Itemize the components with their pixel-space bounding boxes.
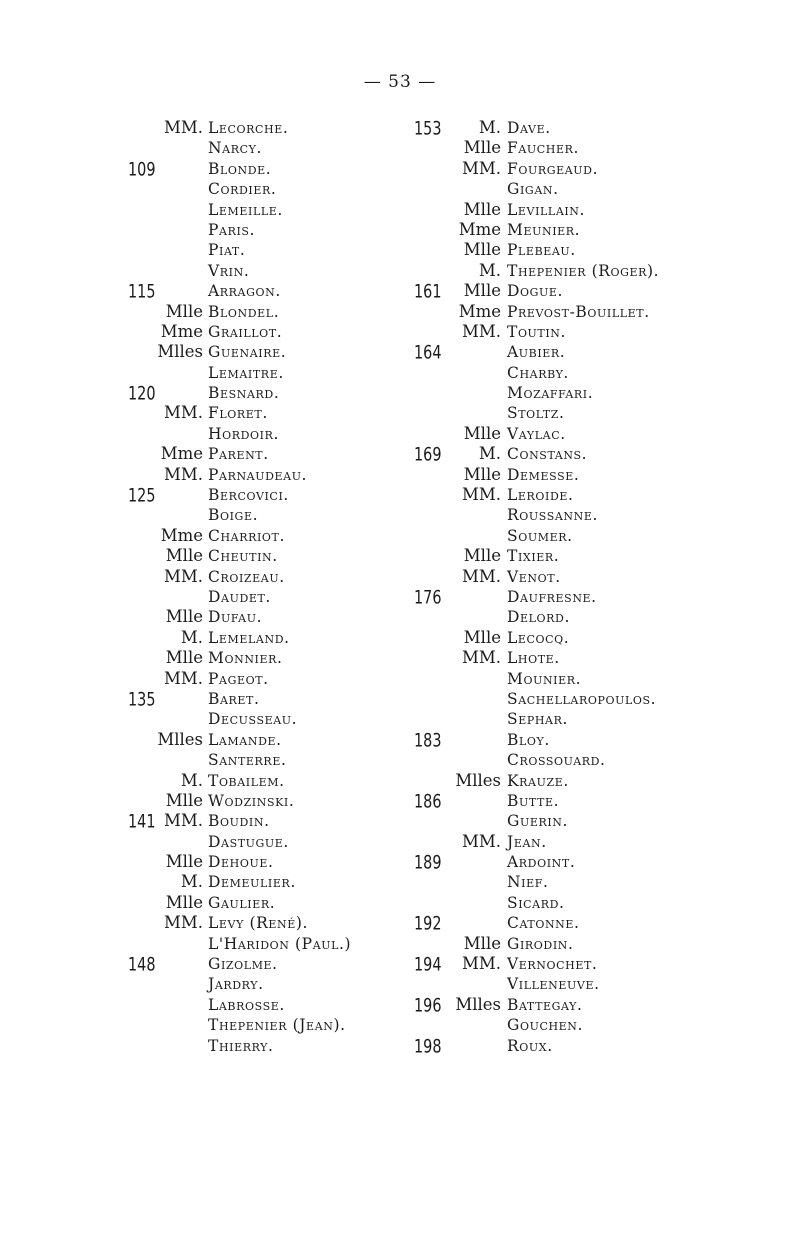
entry-name: Hordoir. — [208, 424, 280, 443]
list-item — [128, 179, 458, 199]
entry-title: MM. — [163, 403, 203, 423]
list-item — [128, 791, 458, 811]
entry-title: Mlle — [165, 790, 203, 810]
list-item — [128, 138, 458, 158]
entry-name: Cheutin. — [208, 547, 278, 566]
list-item — [414, 669, 744, 689]
entry-name: Dufau. — [208, 608, 263, 627]
entry-name: Lecocq. — [507, 628, 570, 647]
entry-title: Mme — [160, 321, 203, 341]
list-item — [414, 403, 744, 423]
entry-name: Jean. — [507, 832, 547, 851]
list-item — [128, 995, 458, 1015]
entry-name: Meunier. — [507, 220, 581, 239]
entry-number: 109 — [128, 158, 156, 181]
list-item — [414, 200, 744, 220]
list-item — [414, 220, 744, 240]
entry-title: MM. — [461, 648, 501, 668]
entry-name: Blonde. — [208, 159, 272, 178]
entry-name: Ardoint. — [507, 853, 576, 872]
entry-title: MM. — [163, 913, 203, 933]
list-item — [414, 505, 744, 525]
entry-name: Narcy. — [208, 139, 262, 158]
list-item — [414, 893, 744, 913]
list-item — [128, 261, 458, 281]
entry-title: MM. — [461, 321, 501, 341]
entry-name: Tixier. — [507, 547, 560, 566]
list-item — [414, 546, 744, 566]
list-item — [414, 465, 744, 485]
list-item — [414, 118, 744, 138]
entry-name: Daudet. — [208, 587, 271, 606]
entry-name: Pageot. — [208, 669, 269, 688]
entry-name: Villeneuve. — [507, 975, 600, 994]
entry-title: Mlle — [463, 464, 501, 484]
list-item — [128, 872, 458, 892]
entry-name: Besnard. — [208, 384, 280, 403]
entry-name: Levillain. — [507, 200, 586, 219]
entry-number: 183 — [414, 729, 442, 752]
entry-title: MM. — [163, 566, 203, 586]
list-item — [414, 607, 744, 627]
entry-name: Dave. — [507, 119, 551, 137]
entry-name: Gizolme. — [208, 955, 278, 974]
list-item — [128, 526, 458, 546]
entry-name: Floret. — [208, 404, 268, 423]
entry-number: 186 — [414, 790, 442, 813]
list-item — [128, 587, 458, 607]
entry-name: Demeulier. — [208, 873, 296, 892]
list-item — [128, 485, 458, 505]
entry-name: Lamande. — [208, 730, 282, 749]
list-item — [414, 648, 744, 668]
entry-title: Mlle — [463, 933, 501, 953]
entry-title: M. — [478, 444, 501, 464]
entry-name: Battegay. — [507, 995, 583, 1014]
entry-name: Demesse. — [507, 465, 580, 484]
entry-title: Mlle — [463, 240, 501, 260]
entry-title: MM. — [461, 954, 501, 974]
entry-name: Levy (René). — [208, 914, 309, 933]
list-item — [128, 852, 458, 872]
list-item — [414, 913, 744, 933]
list-item — [414, 159, 744, 179]
entry-name: Piat. — [208, 241, 246, 260]
entry-name: Krauze. — [507, 771, 569, 790]
list-item — [128, 444, 458, 464]
entry-name: Gigan. — [507, 180, 559, 199]
list-item — [414, 974, 744, 994]
entry-name: Roux. — [507, 1036, 553, 1055]
entry-number: 141 — [128, 810, 156, 833]
list-item — [128, 954, 458, 974]
entry-name: Delord. — [507, 608, 571, 627]
list-item — [414, 1015, 744, 1035]
entry-name: Parnaudeau. — [208, 465, 308, 484]
entry-name: Bercovici. — [208, 486, 289, 505]
entry-title: M. — [180, 627, 203, 647]
entry-title: Mlle — [463, 281, 501, 301]
list-item — [128, 424, 458, 444]
list-item — [414, 750, 744, 770]
entry-name: Dastugue. — [208, 832, 289, 851]
list-item — [128, 363, 458, 383]
list-item — [128, 730, 458, 750]
list-item — [414, 628, 744, 648]
entry-name: Toutin. — [507, 322, 567, 341]
entry-title: MM. — [461, 566, 501, 586]
entry-number: 164 — [414, 341, 442, 364]
entry-title: Mlle — [463, 423, 501, 443]
entry-title: M. — [180, 872, 203, 892]
entry-title: MM. — [163, 668, 203, 688]
entry-name: Leroide. — [507, 486, 574, 505]
entry-name: Arragon. — [208, 282, 281, 301]
list-item — [414, 322, 744, 342]
list-item — [128, 709, 458, 729]
entry-number: 198 — [414, 1035, 442, 1057]
entry-title: Mme — [160, 444, 203, 464]
list-item — [414, 567, 744, 587]
list-item — [414, 363, 744, 383]
entry-name: Plebeau. — [507, 241, 576, 260]
entry-name: Vernochet. — [507, 955, 598, 974]
list-item — [414, 730, 744, 750]
entry-name: Thepenier (Jean). — [208, 1016, 346, 1035]
entry-name: Butte. — [507, 791, 560, 810]
entry-name: Lemaitre. — [208, 363, 284, 382]
entry-name: Mozaffari. — [507, 384, 594, 403]
entry-name: Faucher. — [507, 139, 580, 158]
list-item — [128, 281, 458, 301]
entry-title: M. — [478, 260, 501, 280]
entry-title: Mme — [160, 525, 203, 545]
list-item — [128, 811, 458, 831]
entry-name: Gouchen. — [507, 1016, 584, 1035]
list-item — [414, 689, 744, 709]
list-item — [414, 261, 744, 281]
entry-name: Cordier. — [208, 180, 277, 199]
entry-name: Thierry. — [208, 1036, 274, 1055]
list-item — [414, 240, 744, 260]
list-item — [414, 587, 744, 607]
list-item — [128, 750, 458, 770]
entry-name: Labrosse. — [208, 995, 285, 1014]
entry-title: Mme — [458, 219, 501, 239]
entry-title: MM. — [461, 485, 501, 505]
entry-name: Sephar. — [507, 710, 568, 729]
entry-name: Prevost-Bouillet. — [507, 302, 650, 321]
list-item — [414, 342, 744, 362]
entry-name: Wodzinski. — [208, 791, 295, 810]
list-item — [128, 322, 458, 342]
entry-name: Jardry. — [208, 975, 264, 994]
list-item — [128, 403, 458, 423]
entry-name: Guerin. — [507, 812, 569, 831]
entry-name: Sicard. — [507, 893, 565, 912]
list-item — [128, 220, 458, 240]
list-item — [128, 342, 458, 362]
entry-name: Santerre. — [208, 751, 287, 770]
list-item — [128, 648, 458, 668]
entry-title: Mlle — [165, 852, 203, 872]
entry-title: Mlles — [455, 770, 501, 790]
entry-name: Venot. — [507, 567, 561, 586]
list-item — [128, 546, 458, 566]
entry-name: Monnier. — [208, 649, 283, 668]
list-item — [414, 934, 744, 954]
entry-number: 194 — [414, 953, 442, 976]
entry-name: Tobailem. — [208, 771, 285, 790]
entry-title: Mlle — [463, 627, 501, 647]
entry-name: Fourgeaud. — [507, 159, 599, 178]
list-item — [414, 179, 744, 199]
entry-title: Mlle — [463, 138, 501, 158]
list-item — [414, 954, 744, 974]
entry-number: 189 — [414, 851, 442, 874]
list-item — [128, 567, 458, 587]
list-item — [414, 383, 744, 403]
entry-title: M. — [478, 118, 501, 137]
list-item — [128, 832, 458, 852]
left-column — [128, 118, 458, 1056]
list-item — [414, 771, 744, 791]
entry-name: Dogue. — [507, 282, 564, 301]
list-item — [128, 240, 458, 260]
entry-name: Croizeau. — [208, 567, 285, 586]
list-item — [414, 138, 744, 158]
entry-number: 120 — [128, 382, 156, 405]
entry-name: Charriot. — [208, 526, 285, 545]
list-item — [128, 505, 458, 525]
list-item — [128, 934, 458, 954]
list-item — [128, 159, 458, 179]
list-item — [414, 995, 744, 1015]
entry-number: 125 — [128, 484, 156, 507]
list-item — [128, 628, 458, 648]
entry-title: MM. — [163, 464, 203, 484]
entry-title: MM. — [163, 811, 203, 831]
entry-name: Lemeland. — [208, 628, 290, 647]
entry-name: Dehoue. — [208, 853, 274, 872]
entry-title: Mlle — [165, 546, 203, 566]
entry-title: MM. — [163, 118, 203, 137]
entry-name: Gaulier. — [208, 893, 276, 912]
entry-number: 115 — [128, 280, 156, 303]
list-item — [414, 709, 744, 729]
list-item — [128, 465, 458, 485]
list-item — [128, 1036, 458, 1056]
entry-name: Baret. — [208, 689, 260, 708]
entry-name: Vrin. — [208, 261, 250, 280]
entry-name: Boige. — [208, 506, 259, 525]
entry-name: Decusseau. — [208, 710, 298, 729]
entry-name: Roussanne. — [507, 506, 598, 525]
entry-number: 161 — [414, 280, 442, 303]
list-item — [414, 872, 744, 892]
list-item — [414, 302, 744, 322]
entry-number: 196 — [414, 994, 442, 1017]
entry-title: Mlle — [463, 199, 501, 219]
entry-name: Blondel. — [208, 302, 280, 321]
entry-name: Graillot. — [208, 322, 283, 341]
entry-name: Lemeille. — [208, 200, 283, 219]
entry-name: Crossouard. — [507, 751, 606, 770]
entry-name: Girodin. — [507, 934, 574, 953]
entry-title: Mlle — [463, 546, 501, 566]
list-item — [128, 1015, 458, 1035]
list-item — [414, 281, 744, 301]
entry-title: Mme — [458, 301, 501, 321]
entry-name: Vaylac. — [507, 424, 566, 443]
list-item — [414, 485, 744, 505]
entry-title: MM. — [461, 831, 501, 851]
list-item — [128, 893, 458, 913]
entry-name: Stoltz. — [507, 404, 565, 423]
entry-number: 148 — [128, 953, 156, 976]
entry-name: Charby. — [507, 363, 569, 382]
entry-number: 192 — [414, 912, 442, 935]
right-column — [414, 118, 744, 1056]
list-item — [128, 302, 458, 322]
entry-name: Catonne. — [507, 914, 580, 933]
entry-name: Daufresne. — [507, 587, 597, 606]
entry-name: Paris. — [208, 220, 256, 239]
entry-number: 169 — [414, 443, 442, 466]
entry-name: Mounier. — [507, 669, 582, 688]
entry-number: 153 — [414, 117, 442, 140]
entry-name: Soumer. — [507, 526, 573, 545]
entry-title: Mlle — [165, 301, 203, 321]
entry-title: M. — [180, 770, 203, 790]
entry-title: Mlle — [165, 648, 203, 668]
entry-name: Lecorche. — [208, 119, 289, 137]
list-item — [128, 607, 458, 627]
list-item — [128, 200, 458, 220]
list-item — [128, 383, 458, 403]
entry-title: Mlle — [165, 892, 203, 912]
entry-name: Constans. — [507, 445, 588, 464]
entry-name: Bloy. — [507, 730, 550, 749]
entry-name: Parent. — [208, 445, 269, 464]
list-item — [414, 791, 744, 811]
entry-title: Mlle — [165, 607, 203, 627]
entry-title: Mlles — [157, 342, 203, 362]
list-item — [128, 771, 458, 791]
entry-title: MM. — [461, 158, 501, 178]
list-item — [414, 811, 744, 831]
list-item — [128, 669, 458, 689]
entry-title: Mlles — [455, 994, 501, 1014]
entry-title: Mlles — [157, 729, 203, 749]
list-item — [414, 832, 744, 852]
page-number: — 53 — — [363, 72, 437, 92]
list-item — [414, 1036, 744, 1056]
list-item — [128, 118, 458, 138]
entry-name: Guenaire. — [208, 343, 287, 362]
entry-name: Nief. — [507, 873, 549, 892]
list-item — [414, 526, 744, 546]
entry-name: Boudin. — [208, 812, 270, 831]
entry-name: Thepenier (Roger). — [507, 261, 660, 280]
entry-name: Lhote. — [507, 649, 560, 668]
entry-name: Sachellaropoulos. — [507, 689, 657, 708]
list-item — [414, 444, 744, 464]
list-item — [128, 913, 458, 933]
list-item — [128, 689, 458, 709]
list-item — [128, 974, 458, 994]
entry-number: 176 — [414, 586, 442, 609]
entry-name: L'Haridon (Paul.) — [208, 934, 352, 953]
list-item — [414, 424, 744, 444]
entry-name: Aubier. — [507, 343, 566, 362]
entry-number: 135 — [128, 688, 156, 711]
list-item — [414, 852, 744, 872]
